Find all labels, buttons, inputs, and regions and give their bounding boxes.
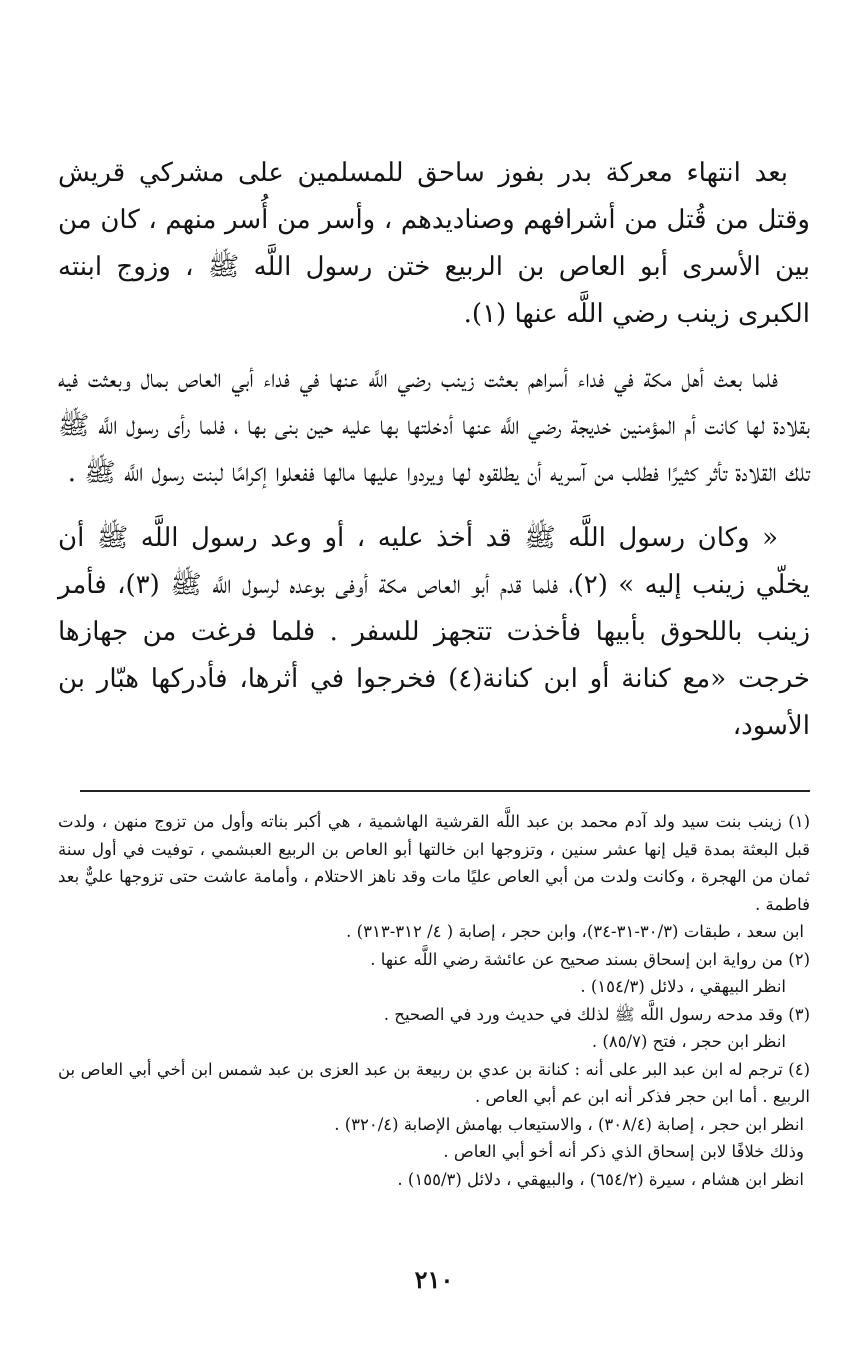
footnote-divider (80, 790, 810, 792)
footnote-4-note: وذلك خلافًا لابن إسحاق الذي ذكر أنه أخو أبي العاص . (443, 1142, 804, 1161)
paragraph-1: بعد انتهاء معركة بدر بفوز ساحق للمسلمين على مشركي قريش وقتل من قُتل من أشرافهم وصناديدهم ، وأسر من أُسر منهم ، كان من بين الأسرى أبو العاص بن الربيع ختن رسول اللَّه ﷺ ، وزوج ابنته الكبرى زينب رضي اللَّه عنها (١). (58, 158, 810, 329)
footnote-2: (٢) من رواية ابن إسحاق بسند صحيح عن عائشة رضي اللَّه عنها . (370, 949, 810, 969)
main-text (58, 150, 810, 750)
footnotes (58, 808, 810, 1193)
footnote-1: (١) زينب بنت سيد ولد آدم محمد بن عبد اللَّه القرشية الهاشمية ، هي أكبر بناته وأول من تزوج منهن ، ولدت قبل البعثة بمدة قيل إنها عشر سنين ، وتزوجها ابن خالتها أبو العاص بن الربيع العبشمي ، توفيت في أول سنة ثمان من الهجرة ، وكانت ولدت من أبي العاص عليًا مات وقد ناهز الاحتلام ، وأمامة عاشت حتى تزوجها عليٌّ بعد فاطمة . (58, 812, 810, 914)
footnote-4-reference-2: انظر ابن هشام ، سيرة (٦٥٤/٢) ، والبيهقي ، دلائل (١٥٥/٣) . (397, 1169, 804, 1189)
footnote-3: (٣) وقد مدحه رسول اللَّه ﷺ لذلك في حديث ورد في الصحيح . (383, 1004, 810, 1024)
footnote-4: (٤) ترجم له ابن عبد البر على أنه : كنانة بن عدي بن ربيعة بن عبد العزى بن عبد شمس ابن أخي أبي العاص بن الربيع . أما ابن حجر فذكر أنه ابن عم أبي العاص . (58, 1059, 810, 1106)
footnote-3-reference: انظر ابن حجر ، فتح (٨٥/٧) . (591, 1032, 786, 1051)
book-page (58, 150, 810, 1300)
footnote-4-reference-1: انظر ابن حجر ، إصابة (٣٠٨/٤) ، والاستيعاب بهامش الإصابة (٣٢٠/٤) . (334, 1114, 804, 1134)
footnote-1-reference: ابن سعد ، طبقات (٣٠/٣-٣١-٣٤)، وابن حجر ، إصابة ( ٤/ ٣١٢-٣١٣) . (346, 922, 804, 941)
paragraph-2: فلما بعث أهل مكة في فداء أسراهم بعثت زينب رضي اللَّه عنها في فداء أبي العاص بمال وبعثت فيه بقلادة لها كانت أم المؤمنين خديجة رضي اللَّه عنها أدخلتها بها عليه حين بنى بها ، فلما رأى رسول اللَّه ﷺ تلك القلادة تأثر كثيرًا فطلب من آسريه أن يطلقوه لها ويردوا عليها مالها ففعلوا إكرامًا لبنت رسول اللَّه ﷺ . (58, 364, 810, 488)
footnote-2-reference: انظر البيهقي ، دلائل (١٥٤/٣) . (580, 977, 786, 996)
page-number: ٢١٠ (414, 1265, 454, 1294)
paragraph-3: « وكان رسول اللَّه ﷺ قد أخذ عليه ، أو وعد رسول اللَّه ﷺ أن يخلّي زينب إليه » (٢)، فلما قدم أبو العاص مكة أوفى بوعده لرسول اللَّه ﷺ (٣)، فأمر زينب باللحوق بأبيها فأخذت تتجهز للسفر . فلما فرغت من جهازها خرجت «مع كنانة أو ابن كنانة(٤) فخرجوا في أثرها، فأدركها هبّار بن الأسود، (58, 523, 810, 741)
